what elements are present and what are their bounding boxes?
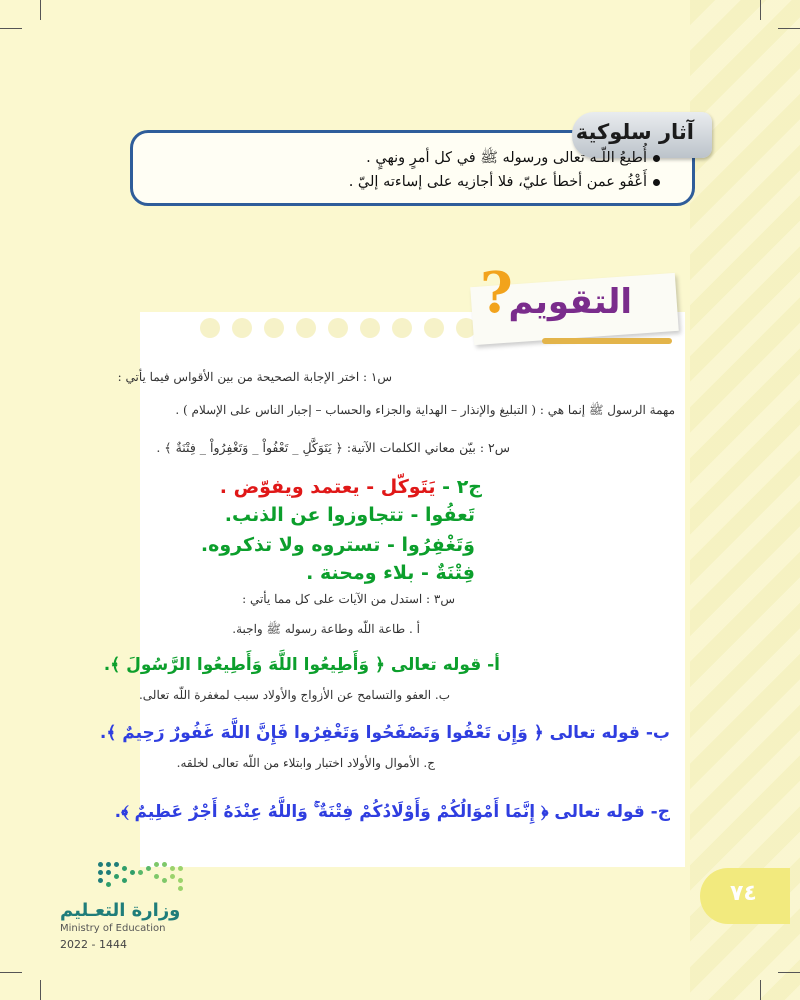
crop-mark [760, 980, 761, 1000]
crop-mark [0, 972, 22, 973]
hole [296, 318, 316, 338]
pencil-icon [542, 338, 672, 344]
q1-prompt: س١ : اختر الإجابة الصحيحة من بين الأقواس فيما يأتي : [117, 370, 392, 384]
crop-mark [40, 980, 41, 1000]
crop-mark [0, 28, 22, 29]
evaluation-banner [462, 260, 687, 345]
page-number-badge [700, 868, 790, 924]
q3-c-statement: ج. الأموال والأولاد اختبار وابتلاء من اللّه تعالى لخلقه. [176, 756, 435, 770]
bullet-icon [653, 179, 660, 186]
crop-mark [778, 972, 800, 973]
hole [328, 318, 348, 338]
behavior-item [140, 170, 660, 194]
behavior-tag-label: آثار سلوكية [575, 120, 694, 144]
q3-b-statement: ب. العفو والتسامح عن الأزواج والأولاد سبب لمغفرة اللّه تعالى. [138, 688, 450, 702]
q2-answer-line: يَتَوكّل - يعتمد ويفوّض . [219, 476, 436, 498]
crop-mark [760, 0, 761, 20]
behavior-list [140, 146, 660, 194]
hole [200, 318, 220, 338]
q2-prompt: س٢ : بيّن معاني الكلمات الآتية: ﴿ يَتَوَكَّلِ _ تَعْفُواْ _ وَتَغْفِرُواْ _ فِتْنَةٌ ﴾ . [156, 440, 510, 455]
hole [392, 318, 412, 338]
evaluation-panel [140, 312, 685, 867]
ministry-name-ar: وزارة التعـليم [60, 900, 181, 921]
q2-answer-line: فِتْنَةٌ - بلاء ومحنة . [306, 562, 475, 584]
q2-answers [220, 476, 482, 498]
hole [264, 318, 284, 338]
crop-mark [40, 0, 41, 20]
bullet-icon [653, 155, 660, 162]
q1-text: مهمة الرسول ﷺ إنما هي : ( التبليغ والإنذار – الهداية والجزاء والحساب – إجبار الناس على الإسلام ) . [175, 403, 675, 417]
q3-c-answer: ج- قوله تعالى ﴿ إِنَّمَا أَمْوَالُكُمْ وَأَوْلَادُكُمْ فِتْنَةٌ ۚ وَاللَّهُ عِنْدَهُ أَجْرٌ عَظِيمٌ ﴾. [114, 802, 670, 822]
q3-a-statement: أ . طاعة اللّه وطاعة رسوله ﷺ واجبة. [232, 622, 420, 636]
q2-answer-label: ج٢ - [442, 476, 482, 498]
q3-b-answer: ب- قوله تعالى ﴿ وَإِن تَعْفُوا وَتَصْفَحُوا وَتَغْفِرُوا فَإِنَّ اللَّهَ غَفُورٌ رَحِيمٌ ﴾. [99, 723, 670, 743]
q3-a-answer: أ- قوله تعالى ﴿ وَأَطِيعُوا اللَّهَ وَأَطِيعُوا الرَّسُولَ ﴾. [103, 655, 500, 675]
q2-answer-line: وَتَغْفِرُوا - تستروه ولا تذكروه. [200, 534, 475, 556]
q3-prompt: س٣ : استدل من الآيات على كل مما يأتي : [242, 592, 455, 606]
behavior-item-text: أُطيعُ اللّـه تعالى ورسوله ﷺ في كل أمرٍ ونهيٍ . [366, 150, 647, 166]
question-mark-icon: ? [480, 260, 513, 326]
crop-mark [778, 28, 800, 29]
hole [360, 318, 380, 338]
evaluation-title: التقويم [508, 282, 632, 322]
page-number: ٧٤ [730, 881, 757, 906]
q2-answer-line: تَعفُوا - تتجاوزوا عن الذنب. [224, 504, 475, 526]
ministry-name-en: Ministry of Education [60, 923, 166, 934]
hole [232, 318, 252, 338]
behavior-item-text: أَعْفُو عمن أخطأ عليّ، فلا أجازيه على إساءته إليّ . [348, 174, 647, 190]
hole [424, 318, 444, 338]
ministry-year: 2022 - 1444 [60, 938, 127, 951]
behavior-item [140, 146, 660, 170]
